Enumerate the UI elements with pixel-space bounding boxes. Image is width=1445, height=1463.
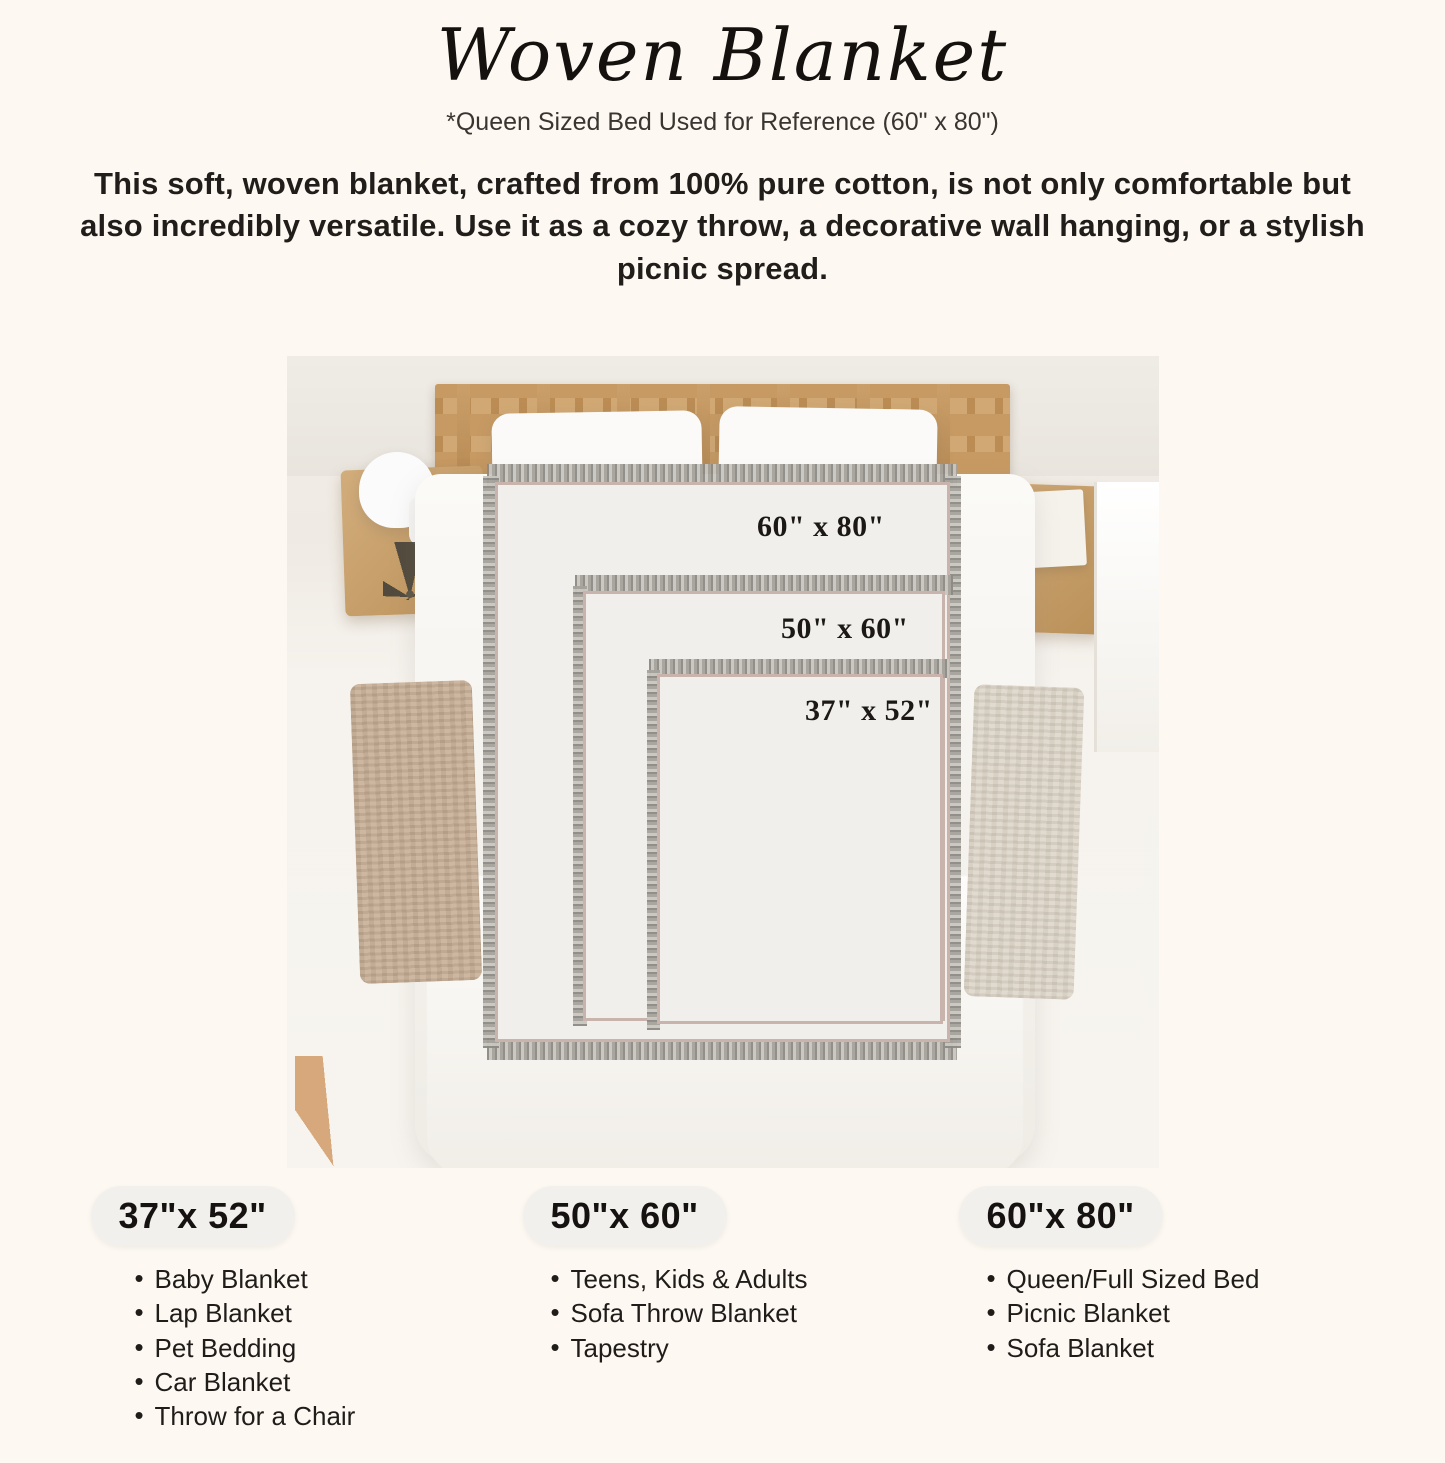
- size-label-60x80: 60" x 80": [757, 510, 885, 543]
- list-item: • Baby Blanket: [129, 1262, 489, 1296]
- list-item: • Sofa Throw Blanket: [545, 1296, 933, 1330]
- size-column-50x60: [513, 1186, 933, 1434]
- size-label-50x60: 50" x 60": [781, 612, 909, 645]
- size-pill-50x60: 50"x 60": [523, 1186, 727, 1246]
- knit-throw-left: [350, 680, 482, 984]
- list-item: • Queen/Full Sized Bed: [981, 1262, 1377, 1296]
- list-item: • Picnic Blanket: [981, 1296, 1377, 1330]
- infographic-page: [0, 13, 1445, 1463]
- list-item: • Throw for a Chair: [129, 1399, 489, 1433]
- uses-list-37x52: [129, 1262, 489, 1434]
- size-pill-container: [957, 1186, 1377, 1246]
- product-description: This soft, woven blanket, crafted from 100% pure cotton, is not only comfortable but also incredibly versatile. Use it as a cozy throw, a decorative wall hanging, or a stylish picnic spread.: [80, 165, 1365, 287]
- size-column-37x52: [69, 1186, 489, 1434]
- list-item: • Sofa Blanket: [981, 1331, 1377, 1365]
- knit-throw-right: [964, 684, 1085, 1000]
- size-pill-container: [513, 1186, 933, 1246]
- bed-reference-photo: [287, 356, 1159, 1168]
- list-item: • Tapestry: [545, 1331, 933, 1365]
- bedroom-scene: [287, 356, 1159, 1168]
- list-item: • Teens, Kids & Adults: [545, 1262, 933, 1296]
- size-pill-container: [69, 1186, 489, 1246]
- size-pill-37x52: 37"x 52": [91, 1186, 295, 1246]
- decor-branch: [295, 1056, 391, 1166]
- page-subtitle: *Queen Sized Bed Used for Reference (60" x 80"): [446, 107, 999, 136]
- size-pill-60x80: 60"x 80": [959, 1186, 1163, 1246]
- list-item: • Pet Bedding: [129, 1331, 489, 1365]
- size-label-37x52: 37" x 52": [805, 694, 933, 727]
- uses-list-50x60: [545, 1262, 933, 1365]
- size-column-60x80: [957, 1186, 1377, 1434]
- window: [1094, 482, 1159, 752]
- size-guide-columns: [0, 1186, 1445, 1434]
- list-item: • Lap Blanket: [129, 1296, 489, 1330]
- uses-list-60x80: [981, 1262, 1377, 1365]
- page-title: Woven Blanket: [436, 13, 1009, 97]
- list-item: • Car Blanket: [129, 1365, 489, 1399]
